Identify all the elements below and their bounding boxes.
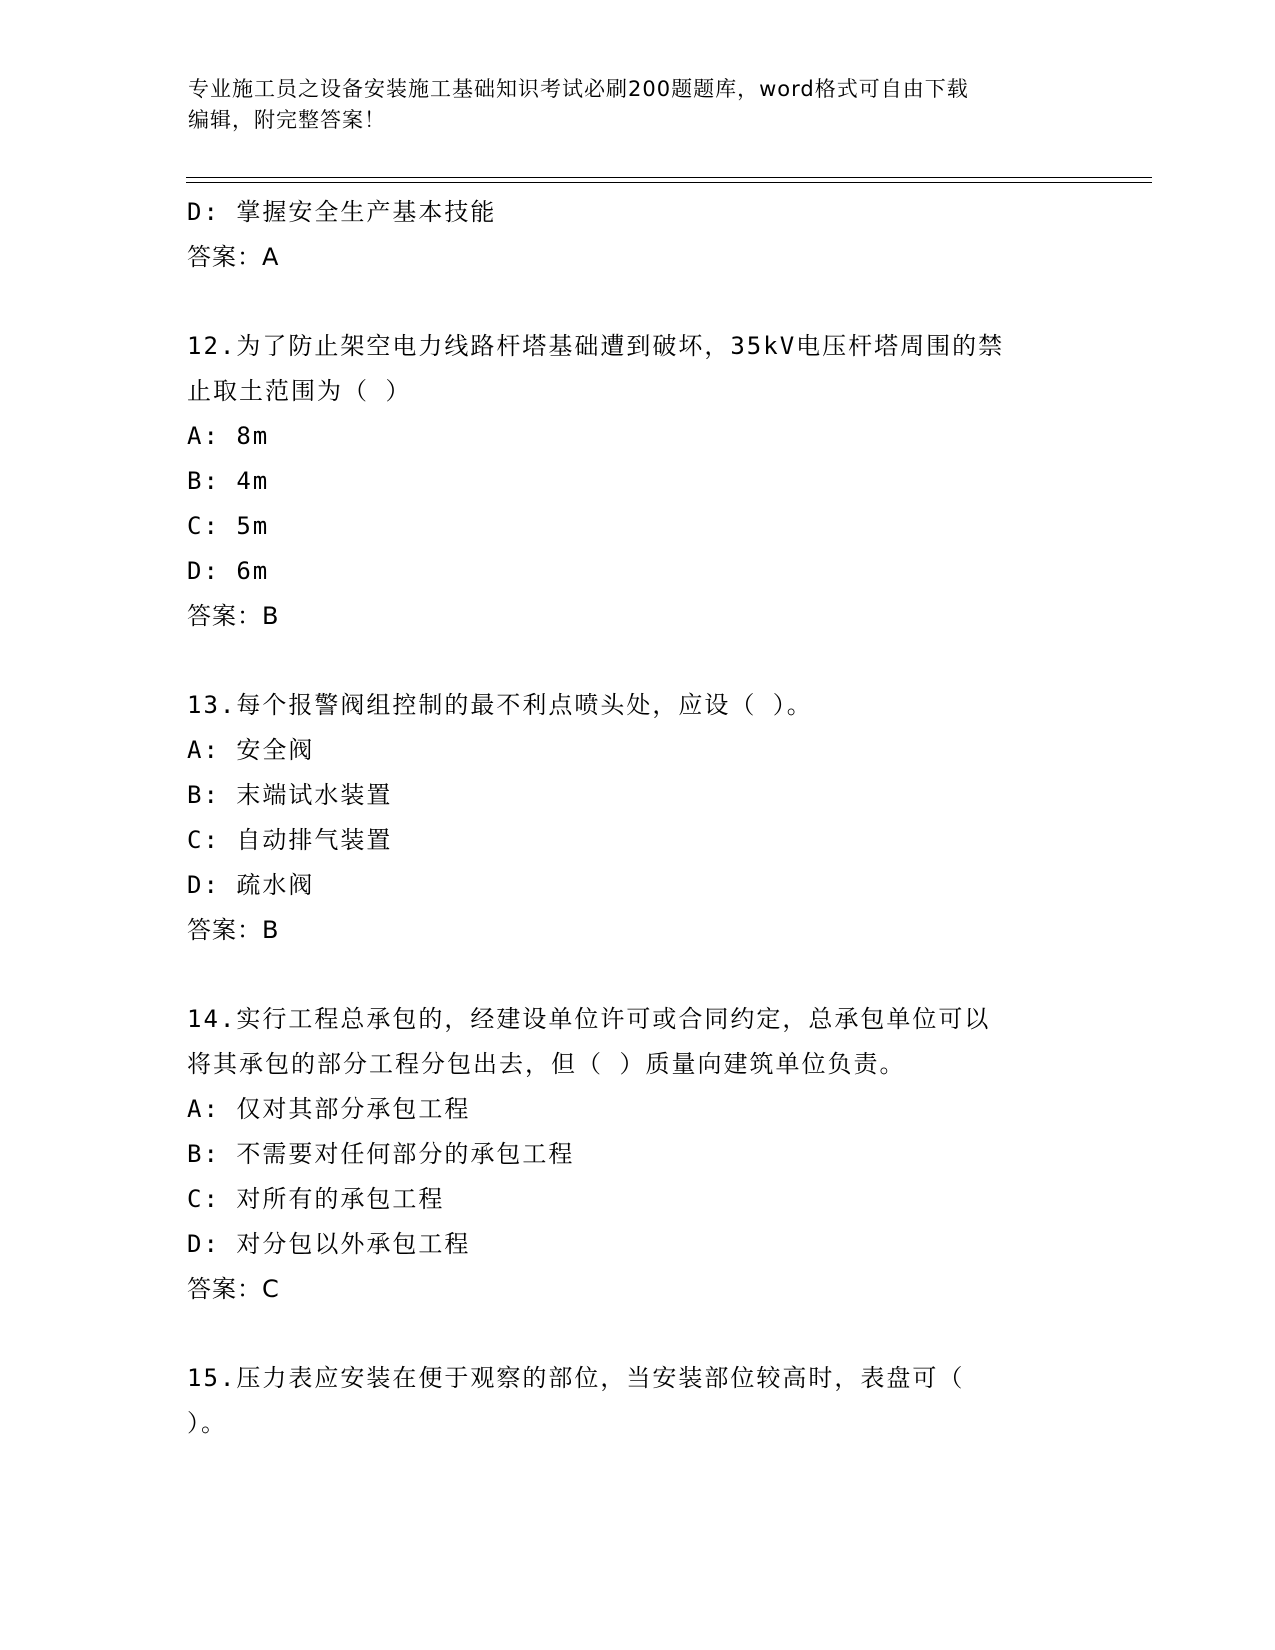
question-15-text-line1: 15.压力表应安装在便于观察的部位，当安装部位较高时，表盘可（ [187,1364,965,1392]
prev-answer: 答案：A [187,243,280,271]
question-list [187,190,1087,1446]
prev-option-d: D: 掌握安全生产基本技能 [187,198,497,226]
question-14-answer: 答案：C [187,1275,280,1303]
question-14-text-line2: 将其承包的部分工程分包出去，但（ ）质量向建筑单位负责。 [187,1050,906,1078]
question-13-option-a: A: 安全阀 [187,736,315,764]
header-title-line1: 专业施工员之设备安装施工基础知识考试必刷200题题库，word格式可自由下载 [188,77,969,101]
question-14-option-c: C: 对所有的承包工程 [187,1185,445,1213]
question-12-text-line1: 12.为了防止架空电力线路杆塔基础遭到破坏，35kV电压杆塔周围的禁 [187,332,1005,360]
question-12-option-c: C: 5m [187,512,270,540]
question-13-answer: 答案：B [187,916,280,944]
question-14-option-d: D: 对分包以外承包工程 [187,1230,471,1258]
question-13-option-c: C: 自动排气装置 [187,826,393,854]
question-13-text-line1: 13.每个报警阀组控制的最不利点喷头处，应设（ ）。 [187,691,813,719]
question-14-option-a: A: 仅对其部分承包工程 [187,1095,471,1123]
question-14-option-b: B: 不需要对任何部分的承包工程 [187,1140,575,1168]
question-12-option-b: B: 4m [187,467,270,495]
question-12-answer: 答案：B [187,602,280,630]
question-13 [187,683,1087,953]
question-12-option-d: D: 6m [187,557,270,585]
question-15-text-line2: ）。 [187,1409,227,1437]
header-divider-top [186,177,1152,178]
header-title-line2: 编辑，附完整答案！ [188,108,386,132]
header-divider-bottom [186,182,1152,183]
question-14-text-line1: 14.实行工程总承包的，经建设单位许可或合同约定，总承包单位可以 [187,1005,991,1033]
question-13-option-b: B: 末端试水装置 [187,781,393,809]
question-13-option-d: D: 疏水阀 [187,871,315,899]
question-14 [187,997,1087,1312]
question-12-option-a: A: 8m [187,422,270,450]
question-15 [187,1356,1087,1446]
question-12 [187,324,1087,639]
document-header [188,74,1098,136]
question-12-text-line2: 止取土范围为（ ） [187,377,412,405]
